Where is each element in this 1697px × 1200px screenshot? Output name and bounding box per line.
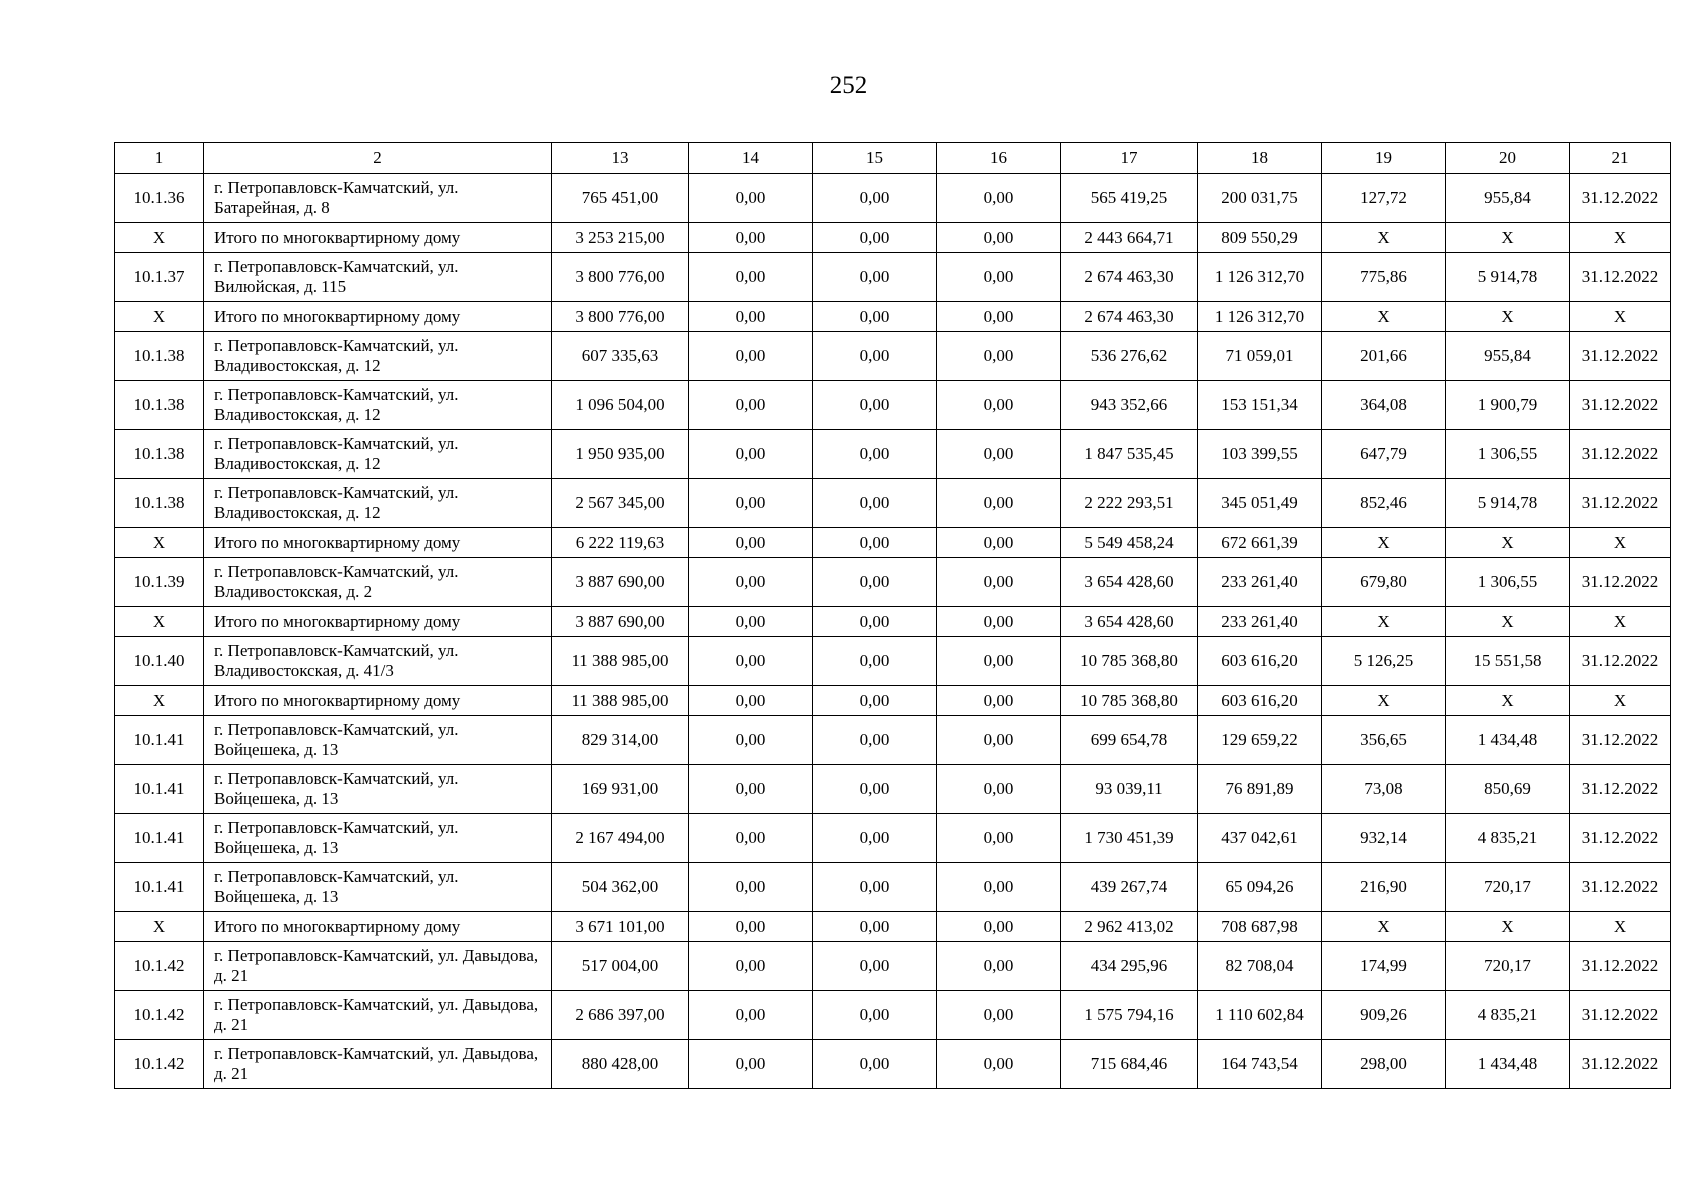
table-row — [115, 1040, 1671, 1089]
table-row — [115, 558, 1671, 607]
value-cell: 809 550,29 — [1198, 223, 1322, 253]
value-cell: 0,00 — [689, 528, 813, 558]
value-cell: 31.12.2022 — [1570, 253, 1671, 302]
value-cell: 1 126 312,70 — [1198, 253, 1322, 302]
value-cell: 955,84 — [1446, 174, 1570, 223]
value-cell: X — [1570, 223, 1671, 253]
value-cell: 356,65 — [1322, 716, 1446, 765]
value-cell: 0,00 — [937, 558, 1061, 607]
value-cell: 0,00 — [689, 863, 813, 912]
row-number-cell: X — [115, 223, 204, 253]
value-cell: 679,80 — [1322, 558, 1446, 607]
value-cell: 852,46 — [1322, 479, 1446, 528]
value-cell: 775,86 — [1322, 253, 1446, 302]
value-cell: 0,00 — [689, 1040, 813, 1089]
address-cell: г. Петропавловск-Камчатский, ул. Давыдова, д. 21 — [204, 991, 552, 1040]
value-cell: X — [1446, 223, 1570, 253]
value-cell: 31.12.2022 — [1570, 637, 1671, 686]
value-cell: 0,00 — [813, 381, 937, 430]
table-row-total — [115, 912, 1671, 942]
value-cell: 0,00 — [689, 716, 813, 765]
table-row — [115, 991, 1671, 1040]
value-cell: 955,84 — [1446, 332, 1570, 381]
value-cell: 437 042,61 — [1198, 814, 1322, 863]
value-cell: 0,00 — [937, 174, 1061, 223]
value-cell: X — [1322, 607, 1446, 637]
value-cell: 504 362,00 — [552, 863, 689, 912]
value-cell: 5 914,78 — [1446, 253, 1570, 302]
value-cell: 0,00 — [689, 991, 813, 1040]
value-cell: 0,00 — [937, 430, 1061, 479]
row-number-cell: 10.1.36 — [115, 174, 204, 223]
address-cell: г. Петропавловск-Камчатский, ул. Владивостокская, д. 2 — [204, 558, 552, 607]
table-row-total — [115, 302, 1671, 332]
value-cell: 0,00 — [937, 765, 1061, 814]
value-cell: 932,14 — [1322, 814, 1446, 863]
value-cell: 0,00 — [689, 637, 813, 686]
address-cell: г. Петропавловск-Камчатский, ул. Вилюйская, д. 115 — [204, 253, 552, 302]
value-cell: 31.12.2022 — [1570, 430, 1671, 479]
value-cell: 10 785 368,80 — [1061, 637, 1198, 686]
table-row-total — [115, 528, 1671, 558]
value-cell: 0,00 — [813, 863, 937, 912]
row-number-cell: X — [115, 607, 204, 637]
value-cell: 2 674 463,30 — [1061, 253, 1198, 302]
value-cell: 0,00 — [689, 174, 813, 223]
column-header: 19 — [1322, 143, 1446, 174]
column-header: 18 — [1198, 143, 1322, 174]
value-cell: 0,00 — [689, 223, 813, 253]
value-cell: 0,00 — [689, 558, 813, 607]
value-cell: 4 835,21 — [1446, 991, 1570, 1040]
value-cell: 1 110 602,84 — [1198, 991, 1322, 1040]
value-cell: 65 094,26 — [1198, 863, 1322, 912]
value-cell: 31.12.2022 — [1570, 174, 1671, 223]
value-cell: 647,79 — [1322, 430, 1446, 479]
value-cell: X — [1570, 607, 1671, 637]
value-cell: 0,00 — [813, 637, 937, 686]
value-cell: 1 434,48 — [1446, 1040, 1570, 1089]
value-cell: 153 151,34 — [1198, 381, 1322, 430]
value-cell: 2 567 345,00 — [552, 479, 689, 528]
row-number-cell: 10.1.39 — [115, 558, 204, 607]
value-cell: 565 419,25 — [1061, 174, 1198, 223]
value-cell: 0,00 — [937, 381, 1061, 430]
value-cell: 5 126,25 — [1322, 637, 1446, 686]
value-cell: X — [1446, 912, 1570, 942]
value-cell: 93 039,11 — [1061, 765, 1198, 814]
value-cell: 0,00 — [689, 381, 813, 430]
row-number-cell: 10.1.42 — [115, 1040, 204, 1089]
value-cell: X — [1322, 528, 1446, 558]
value-cell: X — [1322, 686, 1446, 716]
row-number-cell: 10.1.41 — [115, 716, 204, 765]
column-header: 15 — [813, 143, 937, 174]
address-cell: г. Петропавловск-Камчатский, ул. Войцешека, д. 13 — [204, 716, 552, 765]
value-cell: 103 399,55 — [1198, 430, 1322, 479]
value-cell: 15 551,58 — [1446, 637, 1570, 686]
value-cell: 1 126 312,70 — [1198, 302, 1322, 332]
value-cell: 0,00 — [937, 253, 1061, 302]
value-cell: 31.12.2022 — [1570, 765, 1671, 814]
value-cell: 1 575 794,16 — [1061, 991, 1198, 1040]
value-cell: 3 671 101,00 — [552, 912, 689, 942]
address-cell: г. Петропавловск-Камчатский, ул. Войцешека, д. 13 — [204, 765, 552, 814]
value-cell: 0,00 — [813, 430, 937, 479]
value-cell: 2 222 293,51 — [1061, 479, 1198, 528]
value-cell: 31.12.2022 — [1570, 381, 1671, 430]
value-cell: 11 388 985,00 — [552, 637, 689, 686]
value-cell: X — [1322, 912, 1446, 942]
address-cell: г. Петропавловск-Камчатский, ул. Батарейная, д. 8 — [204, 174, 552, 223]
value-cell: 200 031,75 — [1198, 174, 1322, 223]
value-cell: 1 306,55 — [1446, 430, 1570, 479]
value-cell: 0,00 — [689, 942, 813, 991]
value-cell: 0,00 — [689, 686, 813, 716]
value-cell: 345 051,49 — [1198, 479, 1322, 528]
value-cell: 536 276,62 — [1061, 332, 1198, 381]
address-cell: Итого по многоквартирному дому — [204, 528, 552, 558]
value-cell: 4 835,21 — [1446, 814, 1570, 863]
address-cell: г. Петропавловск-Камчатский, ул. Владивостокская, д. 12 — [204, 332, 552, 381]
value-cell: 0,00 — [937, 991, 1061, 1040]
value-cell: X — [1570, 912, 1671, 942]
value-cell: 216,90 — [1322, 863, 1446, 912]
table-row — [115, 253, 1671, 302]
row-number-cell: 10.1.37 — [115, 253, 204, 302]
value-cell: 0,00 — [937, 223, 1061, 253]
value-cell: X — [1446, 607, 1570, 637]
value-cell: 1 950 935,00 — [552, 430, 689, 479]
value-cell: 720,17 — [1446, 863, 1570, 912]
value-cell: 73,08 — [1322, 765, 1446, 814]
value-cell: 2 674 463,30 — [1061, 302, 1198, 332]
value-cell: 3 800 776,00 — [552, 302, 689, 332]
value-cell: 0,00 — [937, 1040, 1061, 1089]
value-cell: 0,00 — [813, 716, 937, 765]
value-cell: 0,00 — [937, 607, 1061, 637]
row-number-cell: 10.1.41 — [115, 863, 204, 912]
value-cell: 2 686 397,00 — [552, 991, 689, 1040]
value-cell: X — [1570, 528, 1671, 558]
value-cell: 0,00 — [813, 607, 937, 637]
address-cell: г. Петропавловск-Камчатский, ул. Владивостокская, д. 12 — [204, 479, 552, 528]
value-cell: 0,00 — [813, 223, 937, 253]
value-cell: 909,26 — [1322, 991, 1446, 1040]
value-cell: 127,72 — [1322, 174, 1446, 223]
address-cell: г. Петропавловск-Камчатский, ул. Владивостокская, д. 41/3 — [204, 637, 552, 686]
value-cell: 298,00 — [1322, 1040, 1446, 1089]
address-cell: г. Петропавловск-Камчатский, ул. Войцешека, д. 13 — [204, 863, 552, 912]
value-cell: 1 306,55 — [1446, 558, 1570, 607]
value-cell: 31.12.2022 — [1570, 991, 1671, 1040]
table-row — [115, 430, 1671, 479]
row-number-cell: 10.1.41 — [115, 765, 204, 814]
value-cell: 439 267,74 — [1061, 863, 1198, 912]
value-cell: 672 661,39 — [1198, 528, 1322, 558]
address-cell: Итого по многоквартирному дому — [204, 912, 552, 942]
value-cell: 715 684,46 — [1061, 1040, 1198, 1089]
value-cell: 1 900,79 — [1446, 381, 1570, 430]
value-cell: 233 261,40 — [1198, 607, 1322, 637]
value-cell: 10 785 368,80 — [1061, 686, 1198, 716]
column-header: 13 — [552, 143, 689, 174]
value-cell: 0,00 — [689, 302, 813, 332]
table-row — [115, 381, 1671, 430]
address-cell: Итого по многоквартирному дому — [204, 302, 552, 332]
value-cell: 5 549 458,24 — [1061, 528, 1198, 558]
value-cell: 11 388 985,00 — [552, 686, 689, 716]
address-cell: г. Петропавловск-Камчатский, ул. Войцешека, д. 13 — [204, 814, 552, 863]
column-header: 2 — [204, 143, 552, 174]
value-cell: 0,00 — [689, 253, 813, 302]
table-row — [115, 637, 1671, 686]
value-cell: 0,00 — [937, 912, 1061, 942]
data-table — [114, 142, 1671, 1089]
value-cell: 1 730 451,39 — [1061, 814, 1198, 863]
value-cell: 364,08 — [1322, 381, 1446, 430]
value-cell: 0,00 — [689, 912, 813, 942]
value-cell: 1 434,48 — [1446, 716, 1570, 765]
value-cell: 129 659,22 — [1198, 716, 1322, 765]
row-number-cell: X — [115, 302, 204, 332]
value-cell: X — [1446, 528, 1570, 558]
value-cell: 31.12.2022 — [1570, 942, 1671, 991]
value-cell: 0,00 — [813, 1040, 937, 1089]
value-cell: 0,00 — [813, 174, 937, 223]
value-cell: 31.12.2022 — [1570, 1040, 1671, 1089]
value-cell: 0,00 — [813, 991, 937, 1040]
value-cell: 174,99 — [1322, 942, 1446, 991]
table-row — [115, 942, 1671, 991]
value-cell: 603 616,20 — [1198, 686, 1322, 716]
address-cell: г. Петропавловск-Камчатский, ул. Владивостокская, д. 12 — [204, 381, 552, 430]
value-cell: 31.12.2022 — [1570, 479, 1671, 528]
value-cell: 829 314,00 — [552, 716, 689, 765]
row-number-cell: 10.1.41 — [115, 814, 204, 863]
value-cell: 3 253 215,00 — [552, 223, 689, 253]
value-cell: 0,00 — [689, 814, 813, 863]
value-cell: 0,00 — [937, 686, 1061, 716]
column-header: 14 — [689, 143, 813, 174]
value-cell: 76 891,89 — [1198, 765, 1322, 814]
value-cell: 720,17 — [1446, 942, 1570, 991]
value-cell: 82 708,04 — [1198, 942, 1322, 991]
value-cell: 0,00 — [813, 686, 937, 716]
address-cell: Итого по многоквартирному дому — [204, 223, 552, 253]
value-cell: 699 654,78 — [1061, 716, 1198, 765]
value-cell: 850,69 — [1446, 765, 1570, 814]
value-cell: 3 887 690,00 — [552, 558, 689, 607]
value-cell: 0,00 — [937, 637, 1061, 686]
value-cell: 943 352,66 — [1061, 381, 1198, 430]
value-cell: 0,00 — [689, 332, 813, 381]
value-cell: 0,00 — [937, 302, 1061, 332]
page-number: 252 — [829, 72, 868, 99]
value-cell: 0,00 — [689, 765, 813, 814]
value-cell: X — [1446, 302, 1570, 332]
value-cell: 0,00 — [813, 479, 937, 528]
value-cell: 434 295,96 — [1061, 942, 1198, 991]
value-cell: X — [1322, 302, 1446, 332]
value-cell: X — [1570, 302, 1671, 332]
column-header: 17 — [1061, 143, 1198, 174]
table-row — [115, 174, 1671, 223]
value-cell: 0,00 — [813, 942, 937, 991]
address-cell: Итого по многоквартирному дому — [204, 607, 552, 637]
value-cell: 0,00 — [689, 479, 813, 528]
value-cell: 1 096 504,00 — [552, 381, 689, 430]
value-cell: 0,00 — [689, 607, 813, 637]
value-cell: 0,00 — [937, 814, 1061, 863]
table-row-total — [115, 223, 1671, 253]
value-cell: 0,00 — [937, 479, 1061, 528]
table-header-row — [115, 143, 1671, 174]
value-cell: 607 335,63 — [552, 332, 689, 381]
value-cell: 0,00 — [813, 332, 937, 381]
row-number-cell: X — [115, 686, 204, 716]
value-cell: 3 800 776,00 — [552, 253, 689, 302]
value-cell: 0,00 — [813, 253, 937, 302]
row-number-cell: 10.1.42 — [115, 991, 204, 1040]
value-cell: 0,00 — [937, 528, 1061, 558]
value-cell: 603 616,20 — [1198, 637, 1322, 686]
value-cell: 880 428,00 — [552, 1040, 689, 1089]
value-cell: 0,00 — [937, 863, 1061, 912]
address-cell: г. Петропавловск-Камчатский, ул. Владивостокская, д. 12 — [204, 430, 552, 479]
value-cell: 708 687,98 — [1198, 912, 1322, 942]
table-row-total — [115, 686, 1671, 716]
table-row — [115, 814, 1671, 863]
value-cell: 233 261,40 — [1198, 558, 1322, 607]
row-number-cell: X — [115, 912, 204, 942]
value-cell: 3 654 428,60 — [1061, 607, 1198, 637]
value-cell: 0,00 — [937, 942, 1061, 991]
value-cell: 31.12.2022 — [1570, 814, 1671, 863]
value-cell: 2 962 413,02 — [1061, 912, 1198, 942]
value-cell: 1 847 535,45 — [1061, 430, 1198, 479]
value-cell: 169 931,00 — [552, 765, 689, 814]
row-number-cell: 10.1.38 — [115, 430, 204, 479]
table-row — [115, 716, 1671, 765]
table-row — [115, 479, 1671, 528]
column-header: 1 — [115, 143, 204, 174]
row-number-cell: X — [115, 528, 204, 558]
address-cell: Итого по многоквартирному дому — [204, 686, 552, 716]
row-number-cell: 10.1.38 — [115, 332, 204, 381]
value-cell: 3 654 428,60 — [1061, 558, 1198, 607]
value-cell: 164 743,54 — [1198, 1040, 1322, 1089]
value-cell: 0,00 — [813, 765, 937, 814]
table-body — [115, 143, 1671, 1089]
row-number-cell: 10.1.42 — [115, 942, 204, 991]
row-number-cell: 10.1.38 — [115, 479, 204, 528]
value-cell: 2 167 494,00 — [552, 814, 689, 863]
table-row-total — [115, 607, 1671, 637]
value-cell: 5 914,78 — [1446, 479, 1570, 528]
value-cell: 0,00 — [813, 912, 937, 942]
value-cell: 201,66 — [1322, 332, 1446, 381]
value-cell: 0,00 — [813, 814, 937, 863]
value-cell: 31.12.2022 — [1570, 332, 1671, 381]
value-cell: 71 059,01 — [1198, 332, 1322, 381]
value-cell: 765 451,00 — [552, 174, 689, 223]
value-cell: X — [1322, 223, 1446, 253]
value-cell: 2 443 664,71 — [1061, 223, 1198, 253]
value-cell: X — [1570, 686, 1671, 716]
table-row — [115, 332, 1671, 381]
value-cell: 517 004,00 — [552, 942, 689, 991]
value-cell: X — [1446, 686, 1570, 716]
column-header: 20 — [1446, 143, 1570, 174]
value-cell: 31.12.2022 — [1570, 716, 1671, 765]
value-cell: 0,00 — [689, 430, 813, 479]
table-row — [115, 765, 1671, 814]
value-cell: 31.12.2022 — [1570, 558, 1671, 607]
value-cell: 0,00 — [937, 332, 1061, 381]
column-header: 16 — [937, 143, 1061, 174]
row-number-cell: 10.1.38 — [115, 381, 204, 430]
table-row — [115, 863, 1671, 912]
value-cell: 0,00 — [937, 716, 1061, 765]
value-cell: 31.12.2022 — [1570, 863, 1671, 912]
address-cell: г. Петропавловск-Камчатский, ул. Давыдова, д. 21 — [204, 942, 552, 991]
value-cell: 6 222 119,63 — [552, 528, 689, 558]
row-number-cell: 10.1.40 — [115, 637, 204, 686]
column-header: 21 — [1570, 143, 1671, 174]
value-cell: 0,00 — [813, 302, 937, 332]
address-cell: г. Петропавловск-Камчатский, ул. Давыдова, д. 21 — [204, 1040, 552, 1089]
value-cell: 0,00 — [813, 558, 937, 607]
value-cell: 0,00 — [813, 528, 937, 558]
value-cell: 3 887 690,00 — [552, 607, 689, 637]
